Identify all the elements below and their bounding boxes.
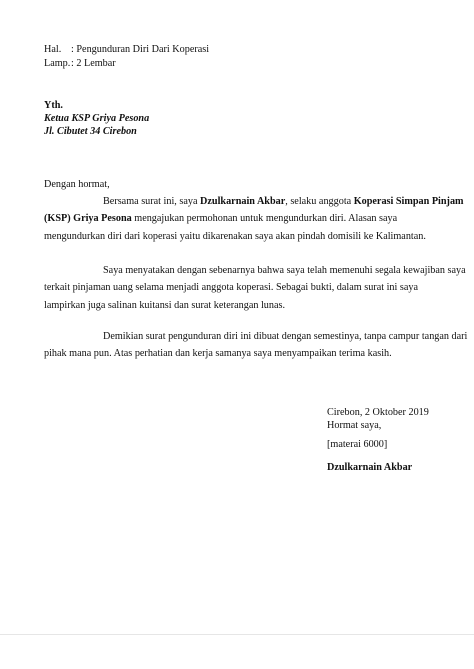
signer-name: Dzulkarnain Akbar bbox=[327, 462, 413, 473]
paragraph-closing-line-2: pihak mana pun. Atas perhatian dan kerja samanya saya menyampaikan terima kasih. bbox=[44, 348, 392, 360]
paragraph-statement bbox=[44, 262, 466, 314]
paragraph-intro-line-1 bbox=[44, 193, 464, 210]
cooperative-abbrev: (KSP) Griya Pesona bbox=[44, 213, 132, 225]
attachment-value: : 2 Lembar bbox=[71, 58, 116, 69]
paragraph-closing-line-1: Demikian surat pengunduran diri ini dibuat dengan semestinya, tanpa campur tangan dari bbox=[103, 331, 468, 342]
intro-text-2: , selaku anggota bbox=[285, 196, 354, 207]
subject-value: : Pengunduran Diri Dari Koperasi bbox=[71, 44, 210, 55]
paragraph-intro-line-3: mengundurkan diri dari koperasi yaitu dikarenakan saya akan pindah domisili ke Kalimantan. bbox=[44, 230, 426, 242]
intro-text-3: mengajukan permohonan untuk mengundurkan diri. Alasan saya bbox=[131, 213, 398, 225]
intro-text: Bersama surat ini, saya bbox=[103, 196, 201, 207]
recipient-address: Jl. Cibutet 34 Cirebon bbox=[44, 126, 137, 137]
attachment-line bbox=[44, 58, 116, 69]
page-bottom-divider bbox=[0, 634, 474, 635]
paragraph-closing bbox=[44, 328, 468, 363]
paragraph-intro-line-2 bbox=[44, 210, 434, 227]
cooperative-name: Koperasi Simpan Pinjam bbox=[353, 196, 464, 207]
paragraph-statement-line-1: Saya menyatakan dengan sebenarnya bahwa saya telah memenuhi segala kewajiban saya bbox=[103, 265, 466, 276]
paragraph-intro bbox=[44, 193, 464, 245]
recipient-name: Ketua KSP Griya Pesona bbox=[44, 113, 150, 124]
greeting: Dengan hormat, bbox=[44, 179, 110, 190]
paragraph-statement-line-3: lampirkan juga salinan kuitansi dan surat keterangan lunas. bbox=[44, 299, 286, 311]
attachment-label: Lamp. bbox=[44, 58, 71, 69]
subject-label: Hal. bbox=[44, 44, 62, 55]
place-date: Cirebon, 2 Oktober 2019 bbox=[327, 407, 429, 418]
member-name: Dzulkarnain Akbar bbox=[200, 196, 286, 207]
recipient-salutation: Yth. bbox=[44, 100, 63, 111]
stamp-placeholder: [materai 6000] bbox=[327, 439, 388, 450]
paragraph-statement-line-2: terkait pinjaman uang selama menjadi anggota koperasi. Sebagai bukti, dalam surat ini saya bbox=[44, 282, 418, 294]
subject-line bbox=[44, 44, 209, 55]
regards: Hormat saya, bbox=[327, 420, 382, 431]
